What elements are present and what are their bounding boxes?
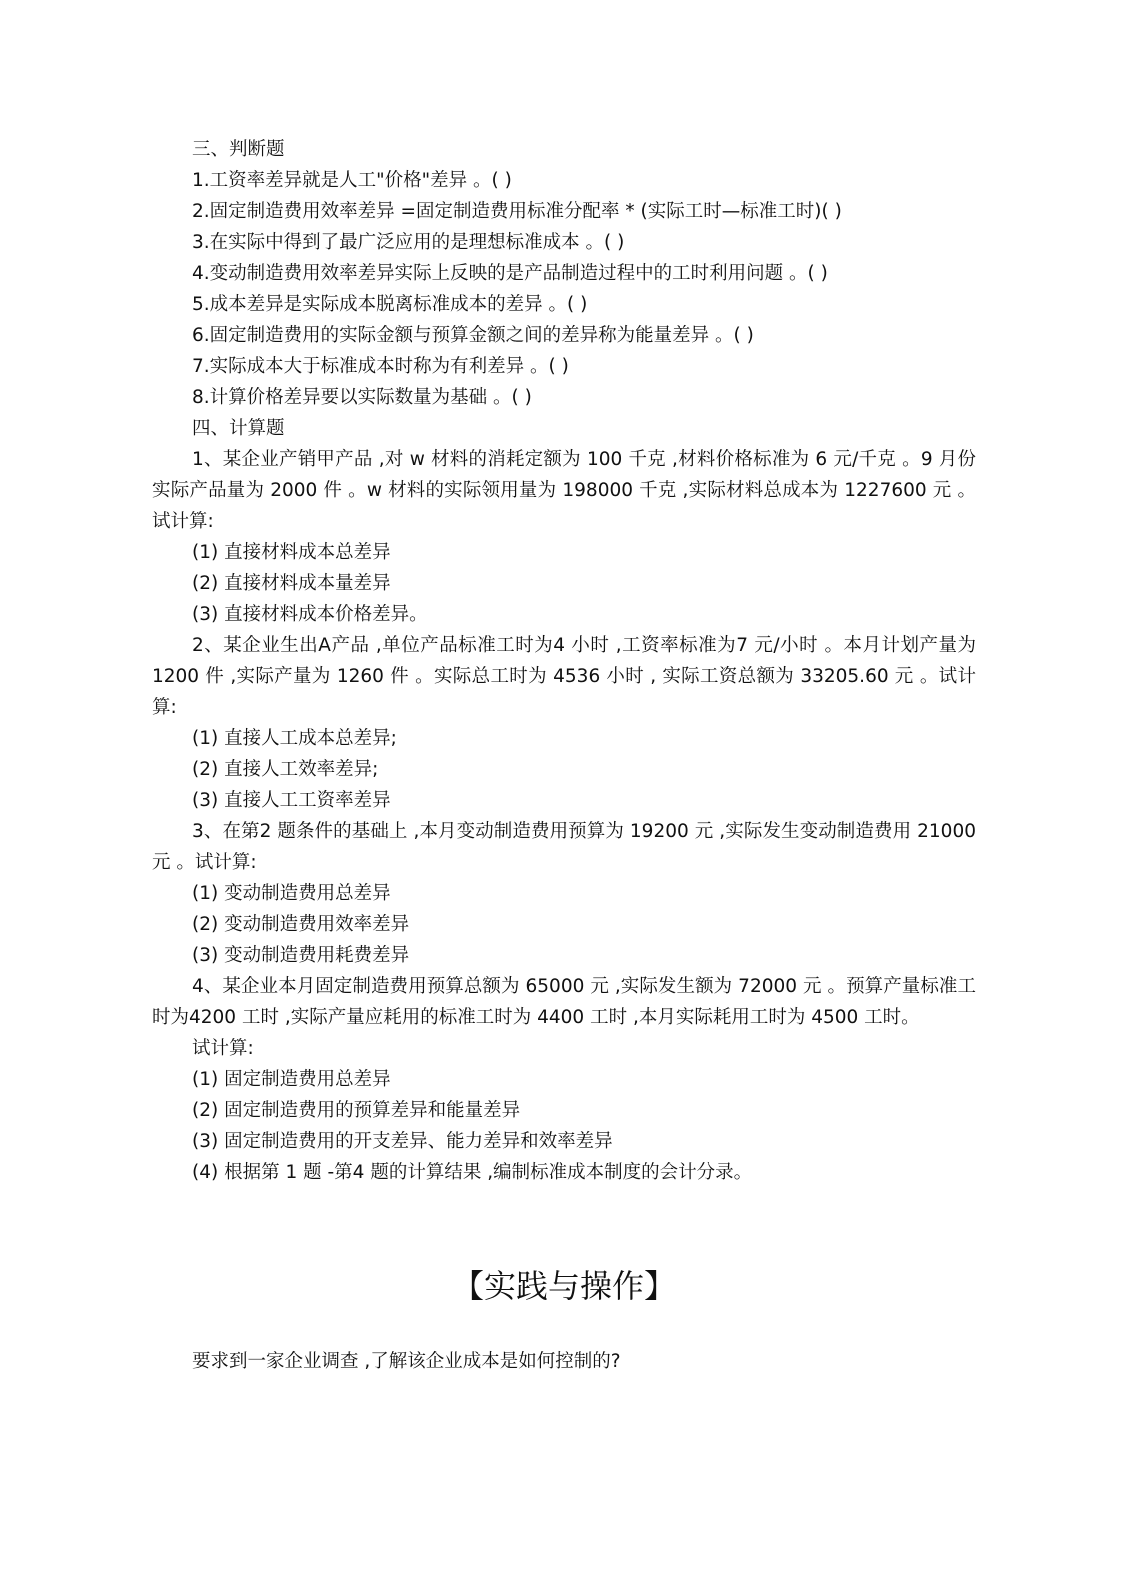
calc-q1-sub-2: (2) 直接材料成本量差异 xyxy=(192,573,391,594)
calc-q3-sub-2: (2) 变动制造费用效率差异 xyxy=(192,914,410,935)
judgment-item-2: 2.固定制造费用效率差异 =固定制造费用标准分配率 * (实际工时—标准工时)( ) xyxy=(192,201,842,222)
judgment-item-3: 3.在实际中得到了最广泛应用的是理想标准成本 。( ) xyxy=(192,232,625,253)
calc-q2-sub-2: (2) 直接人工效率差异; xyxy=(192,759,379,780)
calc-question-2: 2、某企业生出A产品 ,单位产品标准工时为4 小时 ,工资率标准为7 元/小时 。本月计划产量为 1200 件 ,实际产量为 1260 件 。实际总工时为 4536 小时 , 实际工资总额为 33205.60 元 。试计算: xyxy=(152,635,976,718)
calc-q3-sub-1: (1) 变动制造费用总差异 xyxy=(192,883,391,904)
judgment-item-5: 5.成本差异是实际成本脱离标准成本的差异 。( ) xyxy=(192,294,588,315)
calc-question-4: 4、某企业本月固定制造费用预算总额为 65000 元 ,实际发生额为 72000 元 。预算产量标准工时为4200 工时 ,实际产量应耗用的标准工时为 4400 工时 ,本月实际耗用工时为 4500 工时。 xyxy=(152,976,976,1028)
exercise-content xyxy=(152,134,976,1188)
judgment-item-8: 8.计算价格差异要以实际数量为基础 。( ) xyxy=(192,387,532,408)
judgment-item-6: 6.固定制造费用的实际金额与预算金额之间的差异称为能量差异 。( ) xyxy=(192,325,754,346)
calc-heading: 四、计算题 xyxy=(192,418,285,439)
judgment-item-1: 1.工资率差异就是人工"价格"差异 。( ) xyxy=(192,170,512,191)
calc-q4-sub-1: (1) 固定制造费用总差异 xyxy=(192,1069,391,1090)
calc-q4-sub-3: (3) 固定制造费用的开支差异、能力差异和效率差异 xyxy=(192,1131,613,1152)
judgment-item-7: 7.实际成本大于标准成本时称为有利差异 。( ) xyxy=(192,356,569,377)
calc-q4-prompt: 试计算: xyxy=(192,1038,254,1059)
calc-q3-sub-3: (3) 变动制造费用耗费差异 xyxy=(192,945,410,966)
calc-q1-sub-1: (1) 直接材料成本总差异 xyxy=(192,542,391,563)
calc-q1-sub-3: (3) 直接材料成本价格差异。 xyxy=(192,604,428,625)
judgment-heading: 三、判断题 xyxy=(192,139,285,160)
calc-question-3: 3、在第2 题条件的基础上 ,本月变动制造费用预算为 19200 元 ,实际发生变动制造费用 21000 元 。试计算: xyxy=(152,821,976,873)
judgment-item-4: 4.变动制造费用效率差异实际上反映的是产品制造过程中的工时利用问题 。( ) xyxy=(192,263,828,284)
practice-task: 要求到一家企业调查 ,了解该企业成本是如何控制的? xyxy=(192,1351,621,1372)
calc-question-1: 1、某企业产销甲产品 ,对 w 材料的消耗定额为 100 千克 ,材料价格标准为 6 元/千克 。9 月份实际产品量为 2000 件 。w 材料的实际领用量为 198000 千克 ,实际材料总成本为 1227600 元 。试计算: xyxy=(152,449,976,532)
calc-q4-sub-4: (4) 根据第 1 题 -第4 题的计算结果 ,编制标准成本制度的会计分录。 xyxy=(192,1162,753,1183)
calc-q2-sub-1: (1) 直接人工成本总差异; xyxy=(192,728,397,749)
practice-section-title: 【实践与操作】 xyxy=(451,1267,676,1305)
calc-q2-sub-3: (3) 直接人工工资率差异 xyxy=(192,790,391,811)
calc-q4-sub-2: (2) 固定制造费用的预算差异和能量差异 xyxy=(192,1100,521,1121)
